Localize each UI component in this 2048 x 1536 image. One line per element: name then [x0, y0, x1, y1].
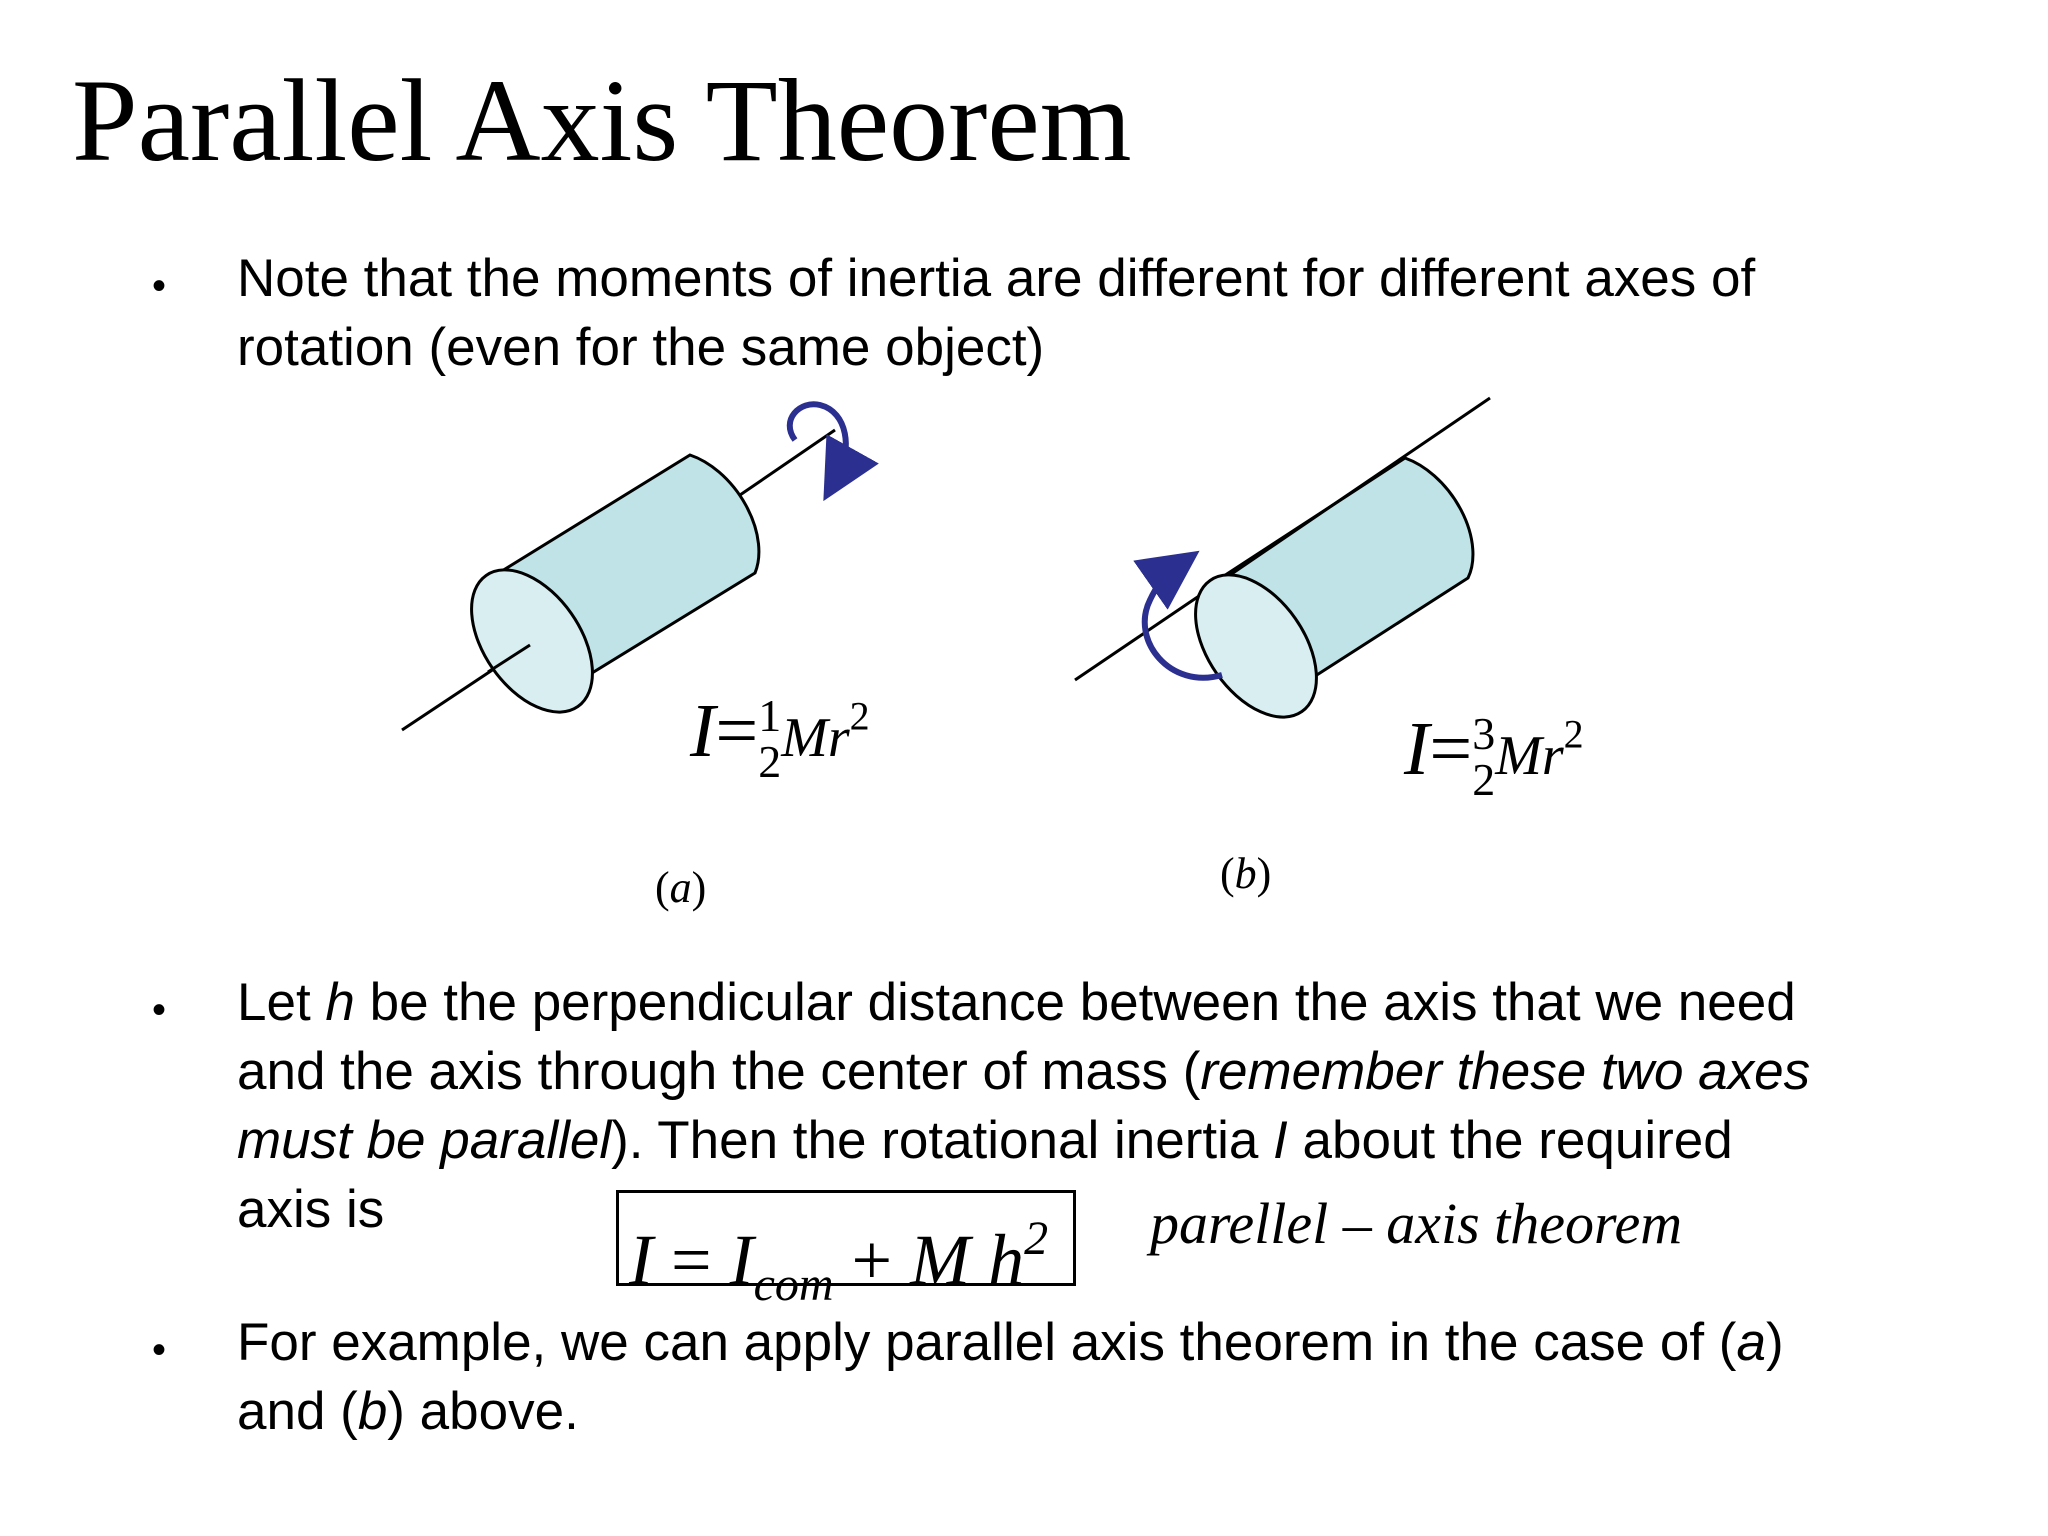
bullet-2-line-3: must be parallel). Then the rotational inertia I about the required — [237, 1111, 1733, 1170]
label-a: (a) — [655, 863, 707, 912]
formula-b: I= 3 2 Mr$^2$ — [1404, 707, 1584, 805]
fraction-b: 3 2 — [1472, 707, 1496, 805]
bullet-1-line-2: rotation (even for the same object) — [237, 318, 1045, 377]
bullet-dot: • — [152, 264, 167, 308]
theorem-label: parellel – axis theorem — [1150, 1191, 1683, 1256]
bullet-2-line-1: Let h be the perpendicular distance between the axis that we need — [237, 973, 1796, 1032]
label-b: (b) — [1220, 849, 1272, 898]
bullet-3-text — [237, 1308, 1784, 1446]
cylinder-b — [1075, 398, 1490, 739]
bullet-2-line-2: and the axis through the center of mass (remember these two axes — [237, 1042, 1811, 1101]
bullet-3-line-1: For example, we can apply parallel axis theorem in the case of (a) — [237, 1313, 1784, 1372]
bullet-2-line-4: axis is — [237, 1180, 385, 1239]
bullet-dot: • — [152, 1328, 167, 1372]
bullet-3-line-2: and (b) above. — [237, 1382, 579, 1441]
formula-a: I= 1 2 Mr$^2$ — [690, 689, 870, 787]
bullet-1-line-1: Note that the moments of inertia are different for different axes of — [237, 249, 1756, 308]
bullet-dot: • — [152, 988, 167, 1032]
page-title: Parallel Axis Theorem — [72, 55, 1132, 186]
rotation-arrow-a-icon — [790, 404, 846, 475]
parallel-axis-formula-box: $I = I_{com} + M$ $h^2$ — [616, 1190, 1076, 1286]
fraction-a: 1 2 — [758, 689, 782, 787]
axis-a-front — [740, 430, 835, 495]
cylinder-a — [402, 404, 846, 734]
